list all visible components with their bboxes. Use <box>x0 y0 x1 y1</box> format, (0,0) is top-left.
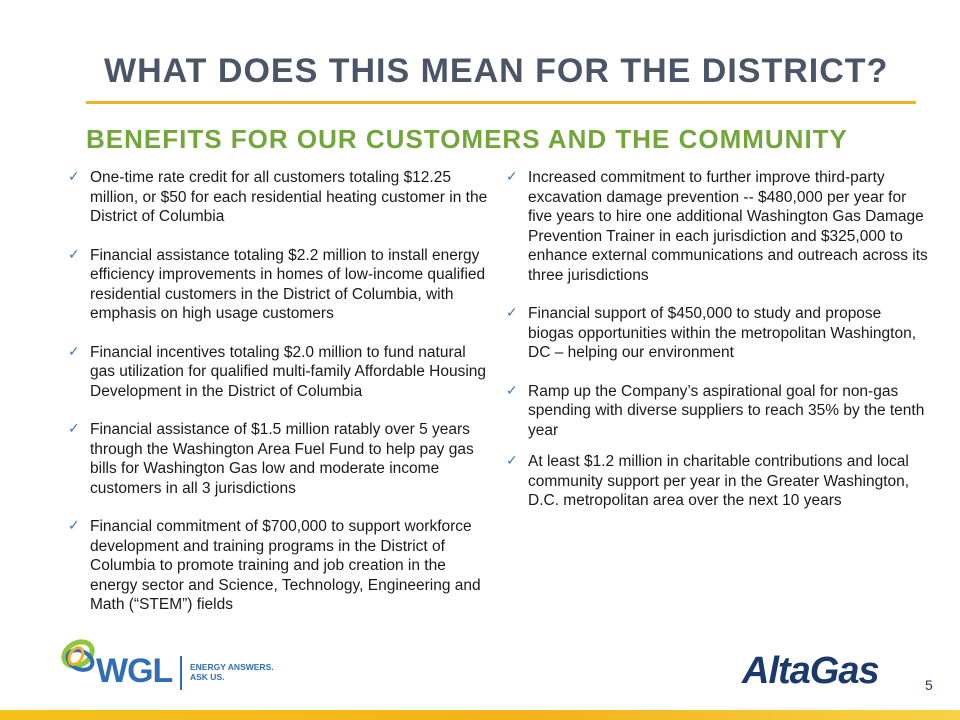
checkmark-icon: ✓ <box>506 169 518 185</box>
slide-subtitle: BENEFITS FOR OUR CUSTOMERS AND THE COMMUNITY <box>86 124 848 154</box>
right-benefits-list <box>506 168 928 530</box>
list-item: ✓ Increased commitment to further improve third-party excavation damage prevention -- $480,000 per year for five years to hire one additional Washington Gas Damage Prevention Trainer in each jurisdiction and $325,000 to enhance external communications and outreach across its three jurisdictions <box>506 169 928 284</box>
page-number: 5 <box>925 677 933 693</box>
wgl-logo <box>58 632 288 694</box>
wgl-wordmark: WGL <box>96 652 173 690</box>
slide-title: WHAT DOES THIS MEAN FOR THE DISTRICT? <box>104 52 889 90</box>
list-item: ✓ Financial assistance totaling $2.2 million to install energy efficiency improvements in homes of low-income qualified residential customers in the District of Columbia, with emphasis on high usage customers <box>68 246 486 322</box>
bottom-accent-bar <box>0 710 960 720</box>
checkmark-icon: ✓ <box>68 421 80 437</box>
list-item: ✓ Financial incentives totaling $2.0 million to fund natural gas utilization for qualified multi-family Affordable Housing Development in the District of Columbia <box>68 343 487 400</box>
checkmark-icon: ✓ <box>506 453 518 469</box>
logo-divider <box>180 656 182 690</box>
checkmark-icon: ✓ <box>506 305 518 321</box>
list-item: ✓ Financial commitment of $700,000 to support workforce development and training programs in the District of Columbia to promote training and job creation in the energy sector and Science, Technology, Engineering and Math (“STEM”) fields <box>68 518 481 613</box>
left-benefits-list <box>68 168 488 634</box>
checkmark-icon: ✓ <box>506 382 518 399</box>
checkmark-icon: ✓ <box>68 169 80 185</box>
checkmark-icon: ✓ <box>68 246 80 263</box>
checkmark-icon: ✓ <box>68 518 80 534</box>
list-item: ✓ At least $1.2 million in charitable contributions and local community support per year in the Greater Washington, D.C. metropolitan area over the next 10 years <box>506 453 910 509</box>
list-item: ✓ Financial support of $450,000 to study and propose biogas opportunities within the metropolitan Washington, DC – helping our environment <box>506 305 917 361</box>
title-divider <box>86 101 916 104</box>
list-item: ✓ One-time rate credit for all customers totaling $12.25 million, or $50 for each residential heating customer in the District of Columbia <box>68 169 488 225</box>
list-item: ✓ Ramp up the Company’s aspirational goal for non-gas spending with diverse suppliers to reach 35% by the tenth year <box>506 382 925 439</box>
list-item: ✓ Financial assistance of $1.5 million ratably over 5 years through the Washington Area Fuel Fund to help pay gas bills for Washington Gas low and moderate income customers in all 3 jurisdictions <box>68 421 474 497</box>
wgl-tagline: ENERGY ANSWERS. ASK US. <box>190 662 274 682</box>
checkmark-icon: ✓ <box>68 343 80 360</box>
altagas-logo: AltaGas <box>742 650 879 692</box>
